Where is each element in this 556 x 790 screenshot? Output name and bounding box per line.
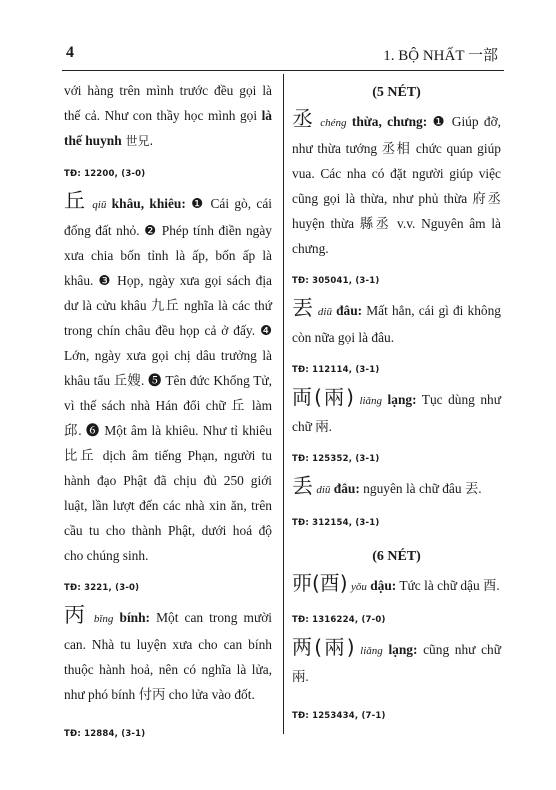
entry-code: TĐ: 312154, (3-1) (292, 518, 380, 528)
intro-tail: 世兄. (121, 134, 154, 148)
entry-headword: lạng: (382, 392, 417, 407)
entry-romanization: liǎng (360, 645, 383, 657)
section-heading: (5 NÉT) (372, 85, 421, 100)
entry-definition: Tục dùng như chữ 兩. (292, 392, 501, 434)
entry-char: 丣(酉) (292, 571, 348, 595)
entry-headword: bính: (113, 610, 151, 625)
entry-code: TĐ: 112114, (3-1) (292, 365, 380, 375)
entry-definition: Một can trong mười can. Nhà tu luyện xưa cho can bính thuộc hành hoả, nên có nghĩa là lửa, như phó bính 付丙 cho lửa vào đốt. (64, 610, 272, 702)
header-rule (62, 70, 504, 71)
entry-lang-1 (292, 385, 501, 439)
page-number: 4 (66, 44, 74, 61)
entry-headword: đâu: (330, 481, 360, 496)
intro-paragraph (64, 78, 272, 154)
entry-definition: Mất hẳn, cái gì đi không còn nữa gọi là đâu. (292, 303, 501, 345)
entry-definition: Tức là chữ dậu 酉. (396, 578, 500, 593)
entry-code: TĐ: 3221, (3-0) (64, 583, 140, 593)
entry-headword: lạng: (382, 642, 418, 657)
entry-romanization: diū (317, 306, 332, 318)
entry-char: 丙 (64, 603, 88, 627)
entry-khau (64, 189, 272, 568)
entry-char: 丟 (292, 296, 314, 320)
intro-text: với hàng trên mình trước đều gọi là thế cả. Như con thầy học mình gọi (64, 83, 272, 123)
entry-dau (292, 296, 501, 350)
entry-char: 丘 (64, 189, 87, 213)
entry-definition: cũng như chữ 兩. (292, 642, 501, 684)
entry-romanization: bǐng (93, 613, 114, 625)
entry-char: 两(兩) (292, 635, 355, 659)
column-divider (283, 74, 284, 734)
section-heading: (6 NÉT) (372, 549, 421, 564)
entry-romanization: diū (316, 484, 331, 496)
entry-romanization: liǎng (359, 395, 383, 407)
entry-romanization: chéng (320, 117, 347, 129)
entry-char: 丢 (292, 474, 313, 498)
entry-binh (64, 603, 272, 707)
intro-bold: là thế huynh (64, 108, 272, 148)
right-column (292, 78, 501, 731)
entry-thua (292, 107, 501, 261)
entry-char: 丞 (292, 107, 315, 131)
entry-lang-2 (292, 635, 501, 689)
entry-char: 両(兩) (292, 385, 354, 409)
entry-code: TĐ: 305041, (3-1) (292, 276, 380, 286)
entry-headword: đâu: (331, 303, 363, 318)
entry-definition: nguyên là chữ đâu 丟. (359, 481, 482, 496)
entry-code: TĐ: 125352, (3-1) (292, 454, 380, 464)
entry-romanization: yǒu (350, 581, 367, 593)
entry-headword: thừa, chưng: (346, 114, 428, 129)
entry-code: TĐ: 1253434, (7-1) (292, 711, 386, 721)
entry-definition: ❶ Giúp đỡ, như thừa tướng 丞相 chức quan giúp vua. Các nha có đặt người giúp việc cũng gọi là thừa, như phủ thừa 府丞 huyện thừa 縣丞 v.v. Nguyên âm là chưng. (292, 114, 501, 256)
entry-headword: khâu, khiêu: (106, 196, 186, 211)
entry-code: TĐ: 12884, (3-1) (64, 729, 146, 739)
entry-definition: ❶ Cái gò, cái đống đất nhỏ. ❷ Phép tính điền ngày xưa chia bốn tỉnh là ấp, bốn ấp là khâu. ❸ Họp, ngày xưa gọi sách địa dư là cửu khâu 九丘 nghĩa là các thứ trong chín châu đều họp cả ở đấy. ❹ Lớn, ngày xưa gọi chị dâu trưởng là khâu tẩu 丘嫂. ❺ Tên đức Khổng Tử, vì thế sách nhà Hán đổi chữ 丘 làm 邱. ❻ Một âm là khiêu. Như tỉ khiêu 比丘 dịch âm tiếng Phạn, người tu hành đạo Phật đã chịu đủ 250 giới luật, lần lượt đến các nhà xin ăn, trên cầu tu cho thành Phật, dưới hoá độ cho chúng sinh. (64, 196, 273, 563)
entry-code: TĐ: 12200, (3-0) (64, 169, 146, 179)
entry-headword: dậu: (366, 578, 397, 593)
section-title: 1. BỘ NHẤT 一部 (383, 48, 498, 64)
entry-code: TĐ: 1316224, (7-0) (292, 615, 386, 625)
entry-dau-2 (292, 474, 501, 503)
entry-dau-3 (292, 571, 501, 600)
entry-romanization: qiū (92, 199, 107, 211)
left-column (64, 78, 272, 749)
